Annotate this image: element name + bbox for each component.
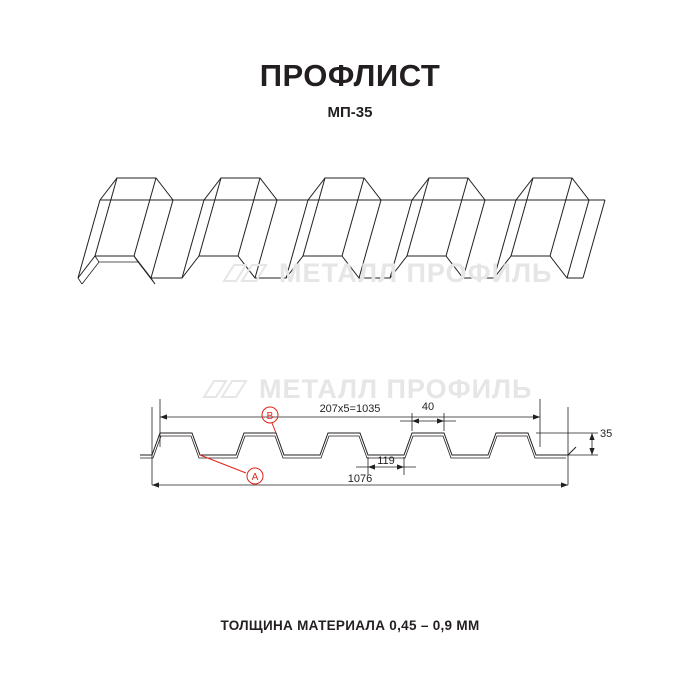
isometric-view — [60, 160, 640, 310]
dimension-height-label: 35 — [600, 428, 613, 440]
product-code: МП-35 — [327, 104, 373, 121]
page-title: ПРОФЛИСТ — [259, 58, 441, 93]
dimension-rib-top — [400, 413, 456, 431]
dimension-rib-top-label: 40 — [421, 401, 435, 413]
dimension-pitch-total-label: 207x5=1035 — [319, 403, 381, 415]
material-thickness-note: ТОЛЩИНА МАТЕРИАЛА 0,45 – 0,9 ММ — [220, 618, 480, 633]
watermark-text: МЕТАЛЛ ПРОФИЛЬ — [279, 258, 553, 288]
callout-b — [262, 407, 278, 433]
isometric-profile-drawing — [60, 160, 640, 310]
dimension-height — [536, 433, 598, 455]
cross-section-view — [100, 355, 620, 505]
dimension-overall-width-label: 1076 — [347, 473, 373, 485]
watermark-text: МЕТАЛЛ ПРОФИЛЬ — [259, 374, 533, 404]
cross-section-drawing — [100, 355, 620, 505]
dimension-pitch-total — [160, 414, 540, 419]
callout-a — [200, 455, 263, 484]
callout-a-label: A — [251, 472, 259, 483]
dimension-flat-bottom-label: 119 — [377, 455, 395, 467]
callout-b-label: B — [266, 411, 274, 422]
